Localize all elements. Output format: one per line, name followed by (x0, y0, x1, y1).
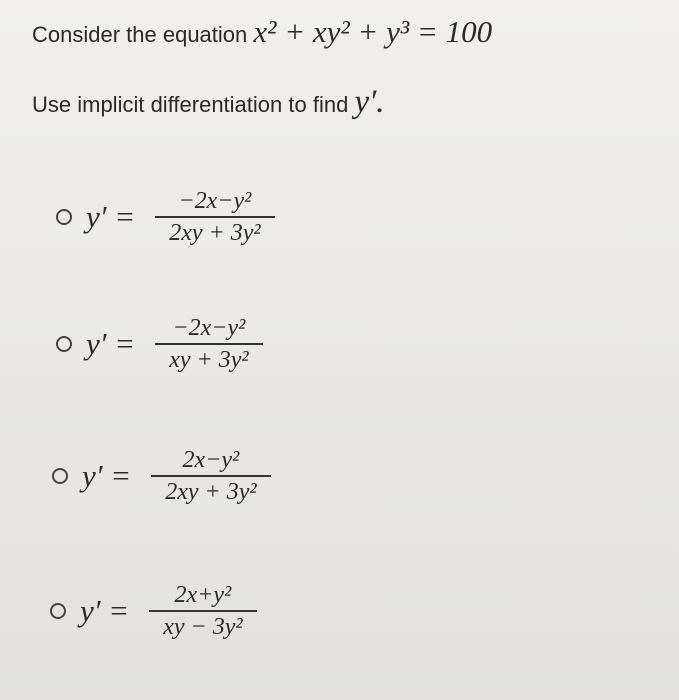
option-numerator: −2x−y² (178, 188, 252, 214)
option-lhs: y′ = (80, 593, 130, 628)
option-fraction (149, 580, 256, 642)
option-numerator: −2x−y² (172, 315, 246, 341)
answer-option-1[interactable] (56, 186, 275, 248)
option-fraction (151, 445, 270, 507)
answer-option-3[interactable] (52, 445, 271, 507)
instruction-target: y′. (354, 84, 385, 120)
answer-option-4[interactable] (50, 580, 257, 642)
option-numerator: 2x+y² (174, 582, 232, 608)
option-lhs: y′ = (86, 326, 136, 361)
option-fraction (155, 313, 262, 375)
radio-button[interactable] (56, 209, 72, 225)
question-equation: x² + xy² + y³ = 100 (253, 14, 493, 49)
option-lhs: y′ = (82, 458, 132, 493)
question-text: Consider the equation (32, 22, 248, 47)
option-numerator: 2x−y² (182, 447, 240, 473)
option-denominator: xy + 3y² (169, 347, 249, 373)
radio-button[interactable] (56, 336, 72, 352)
option-denominator: xy − 3y² (163, 614, 243, 640)
radio-button[interactable] (50, 603, 66, 619)
radio-button[interactable] (52, 468, 68, 484)
option-denominator: 2xy + 3y² (169, 220, 261, 246)
option-denominator: 2xy + 3y² (165, 479, 257, 505)
answer-option-2[interactable] (56, 313, 263, 375)
option-fraction (155, 186, 274, 248)
instruction-text: Use implicit differentiation to find (32, 92, 349, 117)
option-lhs: y′ = (86, 199, 136, 234)
